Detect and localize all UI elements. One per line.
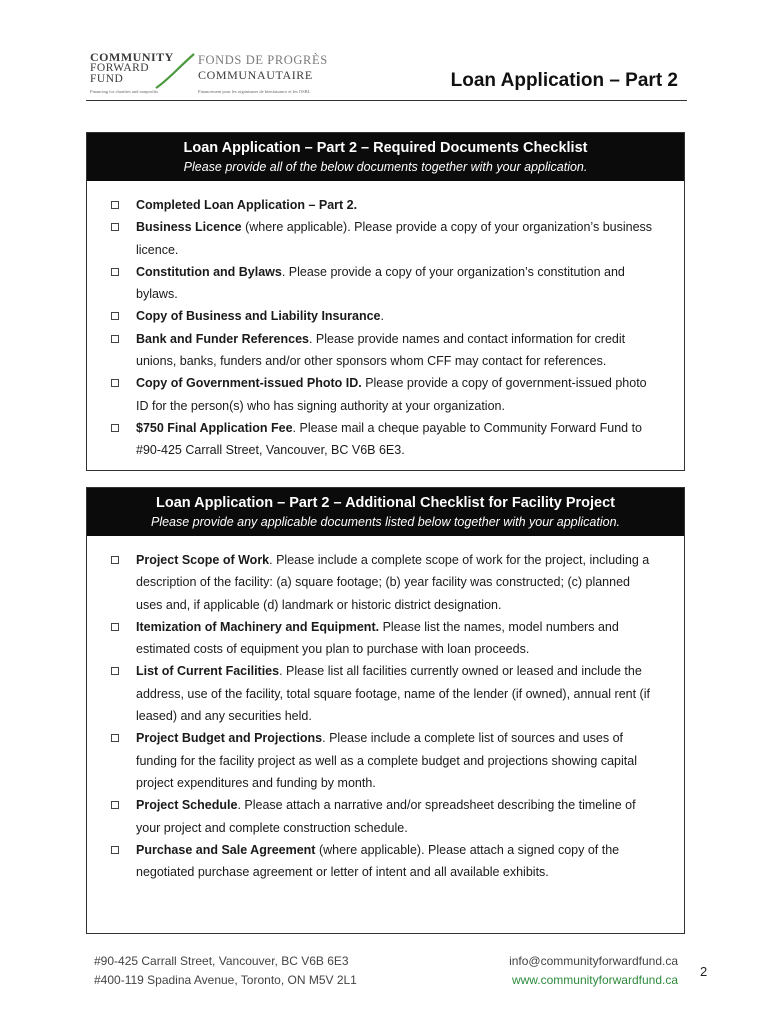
logo-en-line2: FORWARD: [90, 62, 150, 74]
checklist-item-text: [136, 794, 654, 839]
checklist-item: [99, 216, 654, 261]
header-divider: [86, 100, 687, 101]
checklist-item-text: [136, 616, 654, 661]
checklist-item: [99, 372, 654, 417]
checklist-item-heading: Purchase and Sale Agreement: [136, 842, 316, 857]
page-title: Loan Application – Part 2: [450, 70, 678, 91]
checklist-item-heading: Project Schedule: [136, 798, 238, 813]
checkbox[interactable]: [111, 623, 119, 631]
checklist-item-heading: Completed Loan Application – Part 2.: [136, 198, 358, 212]
checkbox[interactable]: [111, 734, 119, 742]
checklist-item-text: [136, 727, 654, 794]
checkbox[interactable]: [111, 335, 119, 343]
logo-fr-line2: COMMUNAUTAIRE: [198, 68, 313, 82]
footer-email[interactable]: info@communityforwardfund.ca: [509, 954, 678, 968]
page-number: 2: [700, 964, 708, 979]
checklist-item: [99, 727, 654, 794]
checkbox[interactable]: [111, 201, 119, 209]
section-subtitle: Please provide any applicable documents listed below together with your application.: [150, 515, 621, 529]
checklist-item-heading: Bank and Funder References: [136, 331, 309, 346]
checklist-item-text: [136, 417, 654, 462]
checklist-item-description: Please provide a copy of government-issued photo ID for the person(s) who has signing authority at your organization.: [136, 376, 647, 413]
checkbox[interactable]: [111, 424, 119, 432]
checklist-item-heading: Project Scope of Work: [136, 553, 270, 567]
checklist-item-heading: Business Licence: [136, 220, 242, 235]
checklist-item-heading: $750 Final Application Fee: [136, 420, 293, 435]
checklist-item-text: [136, 372, 654, 417]
checklist-item-description: (where applicable). Please attach a signed copy of the negotiated purchase agreement or letter of intent and all available exhibits.: [136, 842, 620, 880]
checkbox[interactable]: [111, 846, 119, 854]
checklist-item-heading: Project Budget and Projections: [136, 731, 323, 746]
checklist-item: [99, 194, 654, 216]
checkbox[interactable]: [111, 268, 119, 276]
checklist-item: [99, 839, 654, 884]
checklist-item-text: [136, 549, 654, 616]
checklist-item: [99, 549, 654, 616]
section-title: Loan Application – Part 2 – Required Documents Checklist: [183, 140, 588, 156]
checklist-item: [99, 660, 654, 727]
logo-fr-line1: FONDS DE PROGRÈS: [198, 53, 328, 67]
footer-address-vancouver: #90-425 Carrall Street, Vancouver, BC V6B 6E3: [94, 954, 349, 968]
checklist-item-text: [136, 660, 654, 727]
section-header: [87, 133, 684, 181]
checklist-item-heading: Copy of Business and Liability Insurance: [136, 309, 381, 324]
checklist-item-description: (where applicable). Please provide a copy of your organization’s business licence.: [136, 220, 653, 257]
checklist-item-text: [136, 194, 357, 216]
footer-address-toronto: #400-119 Spadina Avenue, Toronto, ON M5V 2L1: [94, 973, 357, 987]
footer-website-link[interactable]: www.communityforwardfund.ca: [511, 973, 678, 987]
section-title: Loan Application – Part 2 – Additional Checklist for Facility Project: [156, 495, 615, 511]
logo-swoosh-icon: [148, 50, 198, 90]
logo-fr-tagline: Financement pour les organismes de bienfaisance et les OSBL: [198, 89, 311, 94]
checklist-item-description: .: [380, 309, 384, 324]
checklist-item-description: . Please provide a copy of your organization’s constitution and bylaws.: [136, 264, 625, 302]
checklist-item-description: . Please list all facilities currently owned or leased and include the address, use of the facility, total square footage, name of the lender (if owned), annual rent (if leased) and any securities held.: [136, 664, 650, 724]
checklist-item-description: . Please attach a narrative and/or spreadsheet describing the timeline of your project and complete construction schedule.: [136, 798, 636, 835]
checklist-item-heading: List of Current Facilities: [136, 664, 280, 679]
checklist-item-description: . Please provide names and contact information for credit unions, banks, funders and/or other sponsors whom CFF may contact for references.: [136, 331, 626, 369]
checklist-item-text: [136, 328, 654, 373]
footer-contact: [509, 952, 678, 990]
section-subtitle: Please provide all of the below documents together with your application.: [183, 160, 588, 174]
checklist-item: [99, 328, 654, 373]
checklist-item-description: . Please include a complete scope of work for the project, including a description of the facility: (a) square footage; (b) year facility was constructed; (c) planned uses and, if applicable (d) landmark or historic district designation.: [136, 553, 650, 612]
checklist-item: [99, 261, 654, 306]
checklist-item-description: . Please include a complete list of sources and uses of funding for the facility project as well as a complete budget and projections showing capital project expenditures and funding by month.: [136, 731, 637, 790]
checklist: [87, 536, 684, 883]
cff-logo: [90, 50, 360, 96]
checkbox[interactable]: [111, 667, 119, 675]
checklist-item: [99, 616, 654, 661]
checklist-item-text: [136, 261, 654, 306]
facility-checklist-section: [86, 487, 685, 934]
checklist-item-heading: Constitution and Bylaws: [136, 264, 282, 279]
checklist-item-description: Please list the names, model numbers and estimated costs of equipment you plan to purchase with loan proceeds.: [136, 619, 619, 657]
checklist-item-text: [136, 305, 384, 327]
logo-en-line1: COMMUNITY: [90, 50, 174, 64]
logo-en-tagline: Financing for charities and nonprofits: [90, 89, 158, 94]
checklist: [87, 181, 684, 462]
footer-addresses: [94, 952, 357, 990]
checkbox[interactable]: [111, 312, 119, 320]
checklist-item-heading: Itemization of Machinery and Equipment.: [136, 619, 380, 634]
checklist-item-heading: Copy of Government-issued Photo ID.: [136, 376, 362, 391]
logo-en-line3: FUND: [90, 73, 124, 85]
checklist-item-text: [136, 216, 654, 261]
checklist-item: [99, 305, 654, 327]
checklist-item: [99, 417, 654, 462]
checkbox[interactable]: [111, 379, 119, 387]
checklist-item-text: [136, 839, 654, 884]
checklist-item-description: . Please mail a cheque payable to Community Forward Fund to #90-425 Carrall Street, Vancouver, BC V6B 6E3.: [136, 420, 643, 458]
logo-french: [198, 53, 328, 83]
required-documents-section: [86, 132, 685, 471]
checkbox[interactable]: [111, 223, 119, 231]
checklist-item: [99, 794, 654, 839]
checkbox[interactable]: [111, 801, 119, 809]
checkbox[interactable]: [111, 556, 119, 564]
section-header: [87, 488, 684, 536]
